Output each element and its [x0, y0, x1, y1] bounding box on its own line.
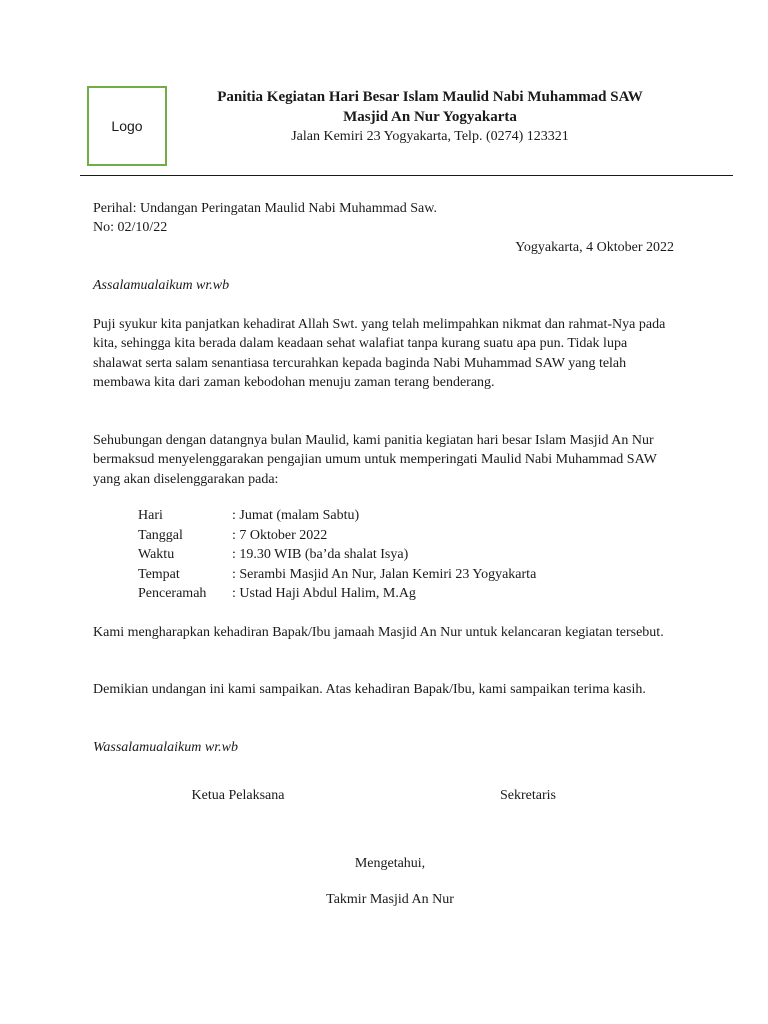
detail-value: : 7 Oktober 2022: [232, 527, 328, 543]
detail-label: Hari: [138, 508, 163, 523]
detail-row: [138, 584, 536, 604]
detail-row: [138, 545, 536, 565]
detail-row: [138, 506, 536, 526]
detail-value: : Jumat (malam Sabtu): [232, 508, 360, 523]
paragraph-opening: Puji syukur kita panjatkan kehadirat Allah Swt. yang telah melimpahkan nikmat dan rahmat-Nya pada kita, sehingga kita berada dalam keadaan sehat walafiat tanpa kurang suatu apa pun. Tidak lupa shalawat serta salam senantiasa tercurahkan kepada baginda Nabi Muhammad SAW yang telah membawa kita dari zaman kebodohan menuju zaman terang benderang.: [93, 317, 666, 390]
paragraph-invitation: Sehubungan dengan datangnya bulan Maulid, kami panitia kegiatan hari besar Islam Masjid An Nur bermaksud menyelenggarakan pengajian umum untuk memperingati Maulid Nabi Muhammad SAW yang akan diselenggarakan pada:: [93, 433, 657, 487]
signature-secretary: Sekretaris: [500, 788, 556, 803]
header-divider: [80, 175, 733, 176]
detail-value: : 19.30 WIB (ba’da shalat Isya): [232, 547, 409, 562]
logo-placeholder: [87, 86, 167, 166]
detail-row: [138, 526, 536, 546]
signature-chairman: Ketua Pelaksana: [191, 788, 285, 803]
acknowledged-label: Mengetahui,: [354, 856, 426, 871]
paragraph-hope: Kami mengharapkan kehadiran Bapak/Ibu jamaah Masjid An Nur untuk kelancaran kegiatan tersebut.: [93, 625, 664, 640]
paragraph-closing: Demikian undangan ini kami sampaikan. Atas kehadiran Bapak/Ibu, kami sampaikan terima kasih.: [93, 682, 646, 697]
detail-label: Tanggal: [138, 527, 183, 543]
greeting: Assalamualaikum wr.wb: [93, 278, 230, 293]
letter-date: Yogyakarta, 4 Oktober 2022: [515, 240, 674, 255]
logo-text: Logo: [111, 118, 143, 134]
letterhead: [170, 87, 690, 147]
detail-value: : Serambi Masjid An Nur, Jalan Kemiri 23 Yogyakarta: [232, 566, 537, 582]
detail-label: Penceramah: [138, 586, 207, 601]
closing-greeting: Wassalamualaikum wr.wb: [93, 740, 238, 755]
org-name: Panitia Kegiatan Hari Besar Islam Maulid Nabi Muhammad SAW: [217, 89, 643, 105]
org-address: Jalan Kemiri 23 Yogyakarta, Telp. (0274) 123321: [291, 129, 569, 144]
detail-label: Tempat: [138, 566, 180, 582]
letter-number: No: 02/10/22: [93, 220, 168, 235]
letter-subject: Perihal: Undangan Peringatan Maulid Nabi Muhammad Saw.: [93, 201, 437, 216]
detail-label: Waktu: [138, 547, 175, 562]
signature-takmir: Takmir Masjid An Nur: [326, 892, 454, 907]
event-details: [138, 506, 536, 604]
detail-value: : Ustad Haji Abdul Halim, M.Ag: [232, 586, 416, 601]
detail-row: [138, 565, 536, 585]
org-mosque: Masjid An Nur Yogyakarta: [343, 109, 517, 125]
